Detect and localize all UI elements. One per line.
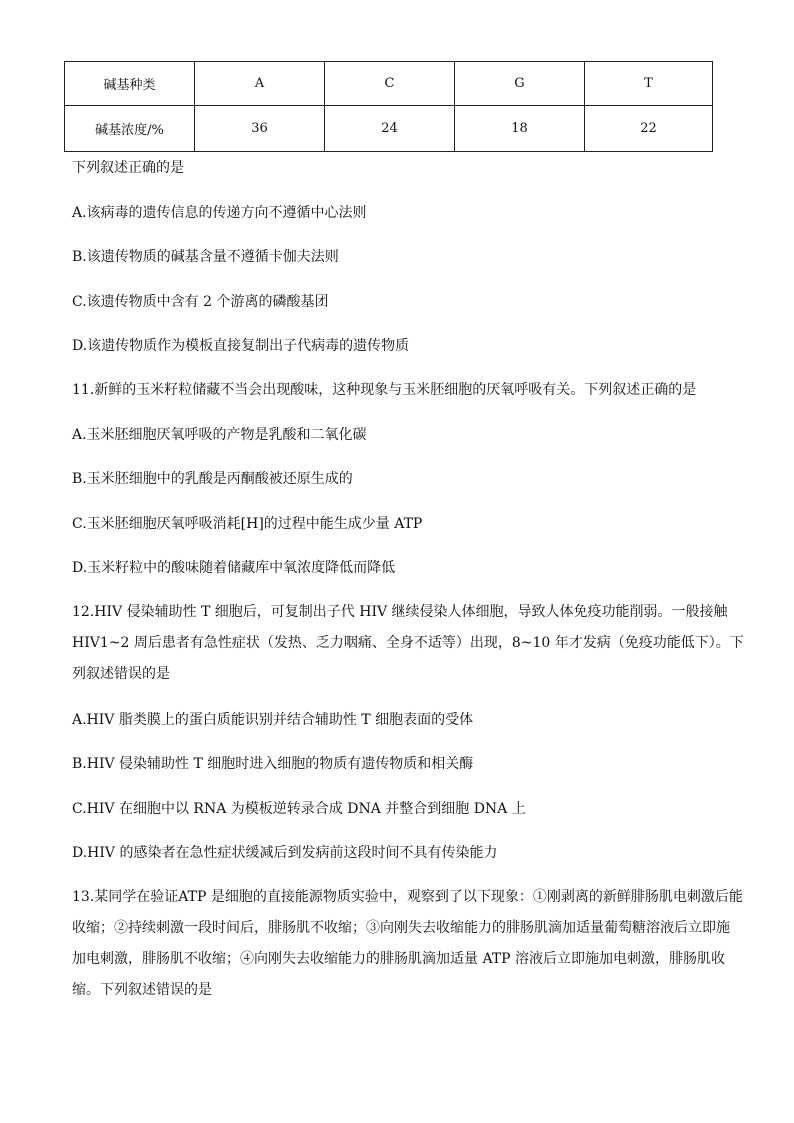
q12-option-c: C.HIV 在细胞中以 RNA 为模板逆转录合成 DNA 并整合到细胞 DNA 上	[72, 801, 526, 817]
q12-stem-line: 列叙述错误的是	[72, 666, 170, 682]
table-header-cell: A	[195, 62, 325, 106]
q10-stem: 下列叙述正确的是	[72, 160, 184, 176]
table-header-row	[65, 62, 713, 106]
q12-stem	[72, 597, 744, 690]
q11-option-b: B.玉米胚细胞中的乳酸是丙酮酸被还原生成的	[72, 471, 353, 487]
table-cell: 22	[585, 106, 713, 152]
q11-stem: 11.新鲜的玉米籽粒储藏不当会出现酸味，这种现象与玉米胚细胞的厌氧呼吸有关。下列叙述正确的是	[72, 382, 697, 398]
table-row	[65, 106, 713, 152]
q12-stem-line: HIV1~2 周后患者有急性症状（发热、乏力咽痛、全身不适等）出现，8~10 年才发病（免疫功能低下）。下	[72, 635, 744, 651]
q13-stem-line: 13.某同学在验证ATP 是细胞的直接能源物质实验中，观察到了以下现象：①刚剥离的新鲜腓肠肌电刺激后能	[72, 889, 743, 905]
q12-stem-line: 12.HIV 侵染辅助性 T 细胞后，可复制出子代 HIV 继续侵染人体细胞，导致人体免疫功能削弱。一般接触	[72, 604, 728, 620]
q11-option-d: D.玉米籽粒中的酸味随着储藏库中氧浓度降低而降低	[72, 560, 396, 576]
q12-option-b: B.HIV 侵染辅助性 T 细胞时进入细胞的物质有遗传物质和相关酶	[72, 756, 474, 772]
table-cell: 18	[455, 106, 585, 152]
q12-option-a: A.HIV 脂类膜上的蛋白质能识别并结合辅助性 T 细胞表面的受体	[72, 712, 474, 728]
q13-stem-line: 缩。下列叙述错误的是	[72, 982, 212, 998]
q11-option-c: C.玉米胚细胞厌氧呼吸消耗[H]的过程中能生成少量 ATP	[72, 516, 423, 532]
table-cell: 36	[195, 106, 325, 152]
table-header-cell: G	[455, 62, 585, 106]
q11-option-a: A.玉米胚细胞厌氧呼吸的产物是乳酸和二氧化碳	[72, 427, 367, 443]
q13-stem-line: 加电刺激，腓肠肌不收缩；④向刚失去收缩能力的腓肠肌滴加适量 ATP 溶液后立即施加电刺激，腓肠肌收	[72, 951, 726, 967]
base-concentration-table	[64, 61, 713, 152]
table-header-cell: T	[585, 62, 713, 106]
q10-option-d: D.该遗传物质作为模板直接复制出子代病毒的遗传物质	[72, 338, 410, 354]
table-cell: 24	[325, 106, 455, 152]
table-header-cell: 碱基种类	[65, 62, 195, 106]
q10-option-c: C.该遗传物质中含有 2 个游离的磷酸基团	[72, 294, 329, 310]
q13-stem	[72, 882, 743, 1006]
table-cell: 碱基浓度/%	[65, 106, 195, 152]
table-header-cell: C	[325, 62, 455, 106]
q12-option-d: D.HIV 的感染者在急性症状缓减后到发病前这段时间不具有传染能力	[72, 845, 498, 861]
q10-option-a: A.该病毒的遗传信息的传递方向不遵循中心法则	[72, 205, 367, 221]
q10-option-b: B.该遗传物质的碱基含量不遵循卡伽夫法则	[72, 249, 339, 265]
q13-stem-line: 收缩；②持续刺激一段时间后，腓肠肌不收缩；③向刚失去收缩能力的腓肠肌滴加适量葡萄糖溶液后立即施	[72, 920, 730, 936]
